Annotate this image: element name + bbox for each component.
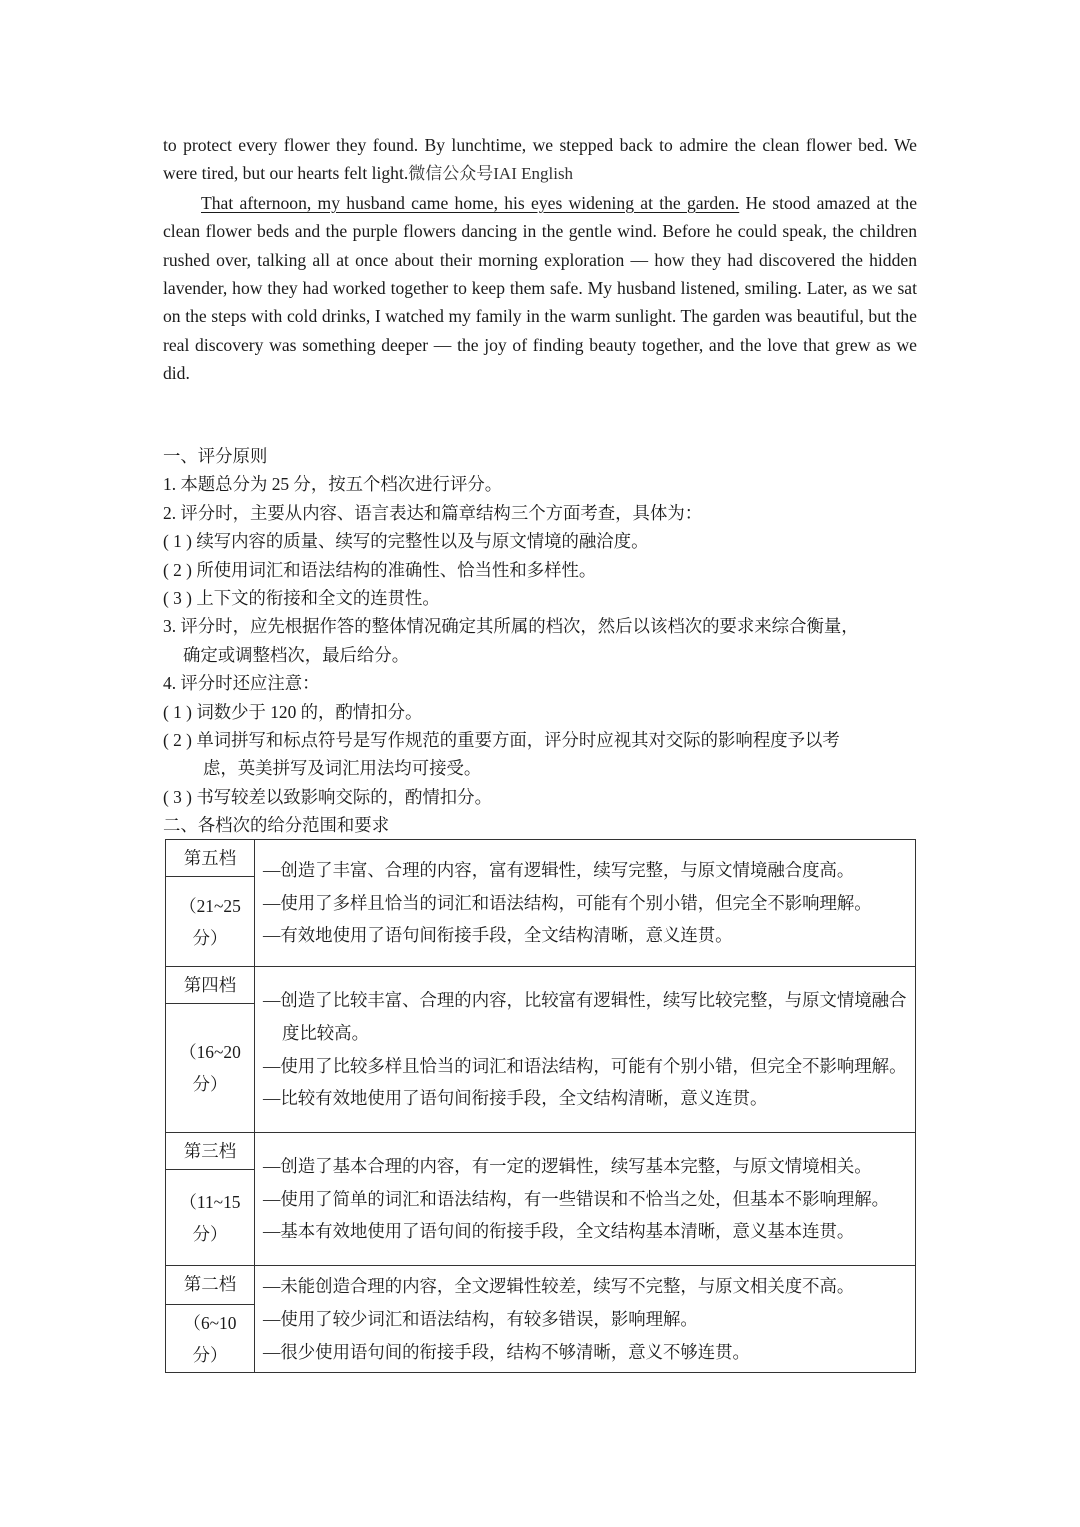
rule-subitem: ( 1 ) 续写内容的质量、续写的完整性以及与原文情境的融洽度。 xyxy=(163,531,649,552)
underlined-sentence: That afternoon, my husband came home, his eyes widening at the garden. xyxy=(201,192,740,213)
band-name: 第三档 xyxy=(166,1133,255,1170)
rule-item: 2. 评分时，主要从内容、语言表达和篇章结构三个方面考查，具体为： xyxy=(163,502,703,523)
band-criterion: —有效地使用了语句间衔接手段，全文结构清晰，意义连贯。 xyxy=(263,925,733,946)
rule-subitem: ( 1 ) 词数少于 120 的，酌情扣分。 xyxy=(163,701,423,722)
band-row xyxy=(166,967,916,1004)
band-criterion: —创造了丰富、合理的内容，富有逻辑性，续写完整，与原文情境融合度高。 xyxy=(263,859,855,880)
section-heading: 一、评分原则 xyxy=(163,446,268,466)
band-score-range: （21~25 分） xyxy=(166,877,255,967)
band-score-range: （6~10 分） xyxy=(166,1304,255,1372)
band-criterion: —创造了比较丰富、合理的内容，比较富有逻辑性，续写比较完整，与原文情境融合度比较高。 xyxy=(263,989,907,1043)
band-description xyxy=(255,967,916,1133)
band-description xyxy=(255,840,916,967)
rule-subitem: ( 3 ) 书写较差以致影响交际的，酌情扣分。 xyxy=(163,786,492,807)
rule-subitem: ( 2 ) 所使用词汇和语法结构的准确性、恰当性和多样性。 xyxy=(163,559,597,580)
band-score-range: （11~15 分） xyxy=(166,1170,255,1266)
band-description xyxy=(255,1133,916,1266)
band-criterion: —使用了简单的词汇和语法结构，有一些错误和不恰当之处，但基本不影响理解。 xyxy=(263,1188,890,1209)
band-criterion: —比较有效地使用了语句间衔接手段，全文结构清晰，意义连贯。 xyxy=(263,1088,768,1109)
band-name: 第四档 xyxy=(166,967,255,1004)
rule-item: 3. 评分时，应先根据作答的整体情况确定其所属的档次，然后以该档次的要求来综合衡量， xyxy=(163,616,859,637)
rule-subitem: ( 3 ) 上下文的衔接和全文的连贯性。 xyxy=(163,588,440,609)
story-text xyxy=(163,131,917,388)
band-criterion: —使用了较少词汇和语法结构，有较多错误，影响理解。 xyxy=(263,1308,698,1329)
band-row xyxy=(166,1133,916,1170)
band-criterion: —很少使用语句间的衔接手段，结构不够清晰，意义不够连贯。 xyxy=(263,1341,750,1362)
band-row xyxy=(166,840,916,877)
section-heading: 二、各档次的给分范围和要求 xyxy=(163,815,390,836)
band-criterion: —创造了基本合理的内容，有一定的逻辑性，续写基本完整，与原文情境相关。 xyxy=(263,1155,872,1176)
rule-item: 1. 本题总分为 25 分，按五个档次进行评分。 xyxy=(163,474,503,495)
rule-subitem: ( 2 ) 单词拼写和标点符号是写作规范的重要方面，评分时应视其对交际的影响程度予以考 xyxy=(163,730,840,751)
band-criterion: —使用了多样且恰当的词汇和语法结构，可能有个别小错，但完全不影响理解。 xyxy=(263,892,872,913)
band-criterion: —基本有效地使用了语句间的衔接手段，全文结构基本清晰，意义基本连贯。 xyxy=(263,1221,855,1242)
band-row xyxy=(166,1266,916,1305)
band-description xyxy=(255,1266,916,1373)
band-name: 第五档 xyxy=(166,840,255,877)
band-table xyxy=(165,839,916,1373)
story-paragraph-1: to protect every flower they found. By lunchtime, we stepped back to admire the clean flower bed. We were tired, but our hearts felt light.微信公众号IAI English xyxy=(163,135,917,184)
band-criterion: —未能创造合理的内容，全文逻辑性较差，续写不完整，与原文相关度不高。 xyxy=(263,1276,855,1296)
watermark: 微信公众号IAI English xyxy=(408,164,574,184)
rule-item: 4. 评分时还应注意： xyxy=(163,673,320,694)
scoring-rules xyxy=(163,442,919,840)
story-paragraph-2: That afternoon, my husband came home, his eyes widening at the garden. He stood amazed at the clean flower beds and the purple flowers dancing in the gentle wind. Before he could speak, the children rushed over, talking all at once about their morning exploration — how they had discovered the hidden lavender, how they had worked together to keep them safe. My husband listened, smiling. Later, as we sat on the steps with cold drinks, I watched my family in the warm sunlight. The garden was beautiful, but the real discovery was something deeper — the joy of finding beauty together, and the love that grew as we did. xyxy=(163,192,917,384)
rule-item-continued: 确定或调整档次，最后给分。 xyxy=(183,644,410,665)
rule-subitem-continued: 虑，英美拼写及词汇用法均可接受。 xyxy=(203,758,482,779)
band-name: 第二档 xyxy=(166,1266,255,1305)
band-criterion: —使用了比较多样且恰当的词汇和语法结构，可能有个别小错，但完全不影响理解。 xyxy=(263,1055,907,1076)
band-score-range: （16~20 分） xyxy=(166,1004,255,1133)
